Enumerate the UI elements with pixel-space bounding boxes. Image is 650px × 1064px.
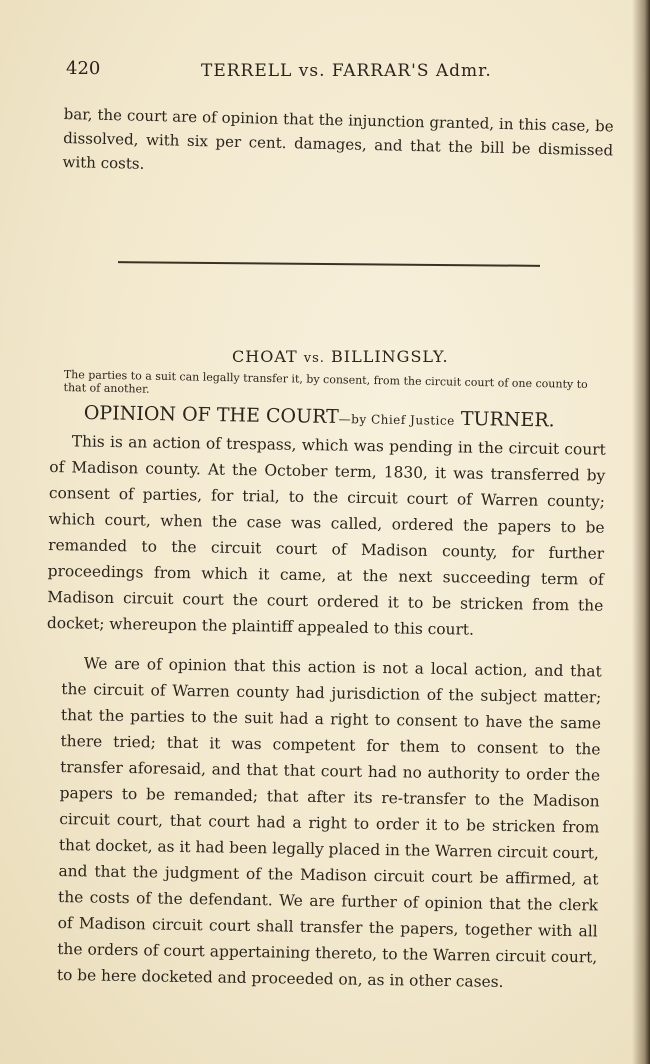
headnote: The parties to a suit can legally transfer it, by consent, from the circuit court of one county to that of another.	[63, 368, 588, 396]
previous-case-conclusion	[62, 102, 613, 186]
case-plaintiff: CHOAT	[232, 347, 298, 366]
running-title: TERRELL vs. FARRAR'S Admr.	[201, 61, 492, 81]
case-vs: vs.	[303, 351, 325, 366]
opinion-heading-main: OPINION OF THE COURT	[83, 402, 339, 429]
page-gutter-shadow	[632, 0, 650, 1064]
running-header	[66, 58, 516, 88]
paragraph-text: We are of opinion that this action is not a local action, and that the circuit of Warren county had jurisdiction of the subject matter; that the parties to the suit had a right to consent to have the same there tried; that it was competent for them to consent to the transfer aforesaid, and that that court had no authority to order the papers to be remanded; that after its re-transfer to the Madison circuit court, that court had a right to order it to be stricken from that docket, as it had been legally placed in the Warren circuit court, and that the judgment of the Madison circuit court be affirmed, at the costs of the defendant. We are further of opinion that the clerk of Madison circuit court shall transfer the papers, together with all the orders of court appertaining thereto, to the Warren circuit court, to be here docketed and proceeded on, as in other cases.	[56, 654, 602, 991]
previous-case-text: bar, the court are of opinion that the injunction granted, in this case, be dissolved, with six per cent. damages, and that the bill be dismissed with costs.	[62, 104, 614, 173]
opinion-paragraph-2	[57, 650, 602, 996]
paragraph-text: This is an action of trespass, which was pending in the circuit court of Madison county. At the October term, 1830, it was transferred by consent of parties, for trial, to the circuit court of Warren county; which court, when the case was called, ordered the papers to be remanded to the circuit court of Madison county, for further proceedings from which it came, at the next succeeding term of Madison circuit court the court ordered it to be stricken from the docket; whereupon the plaintiff appealed to this court.	[46, 432, 606, 639]
page-number: 420	[66, 58, 101, 79]
opinion-heading-judge: TURNER.	[460, 407, 555, 432]
opinion-heading-by: —by Chief Justice	[338, 412, 455, 428]
case-defendant: BILLINGSLY.	[331, 347, 449, 366]
case-title	[232, 347, 449, 366]
opinion-paragraph-1	[47, 428, 606, 645]
